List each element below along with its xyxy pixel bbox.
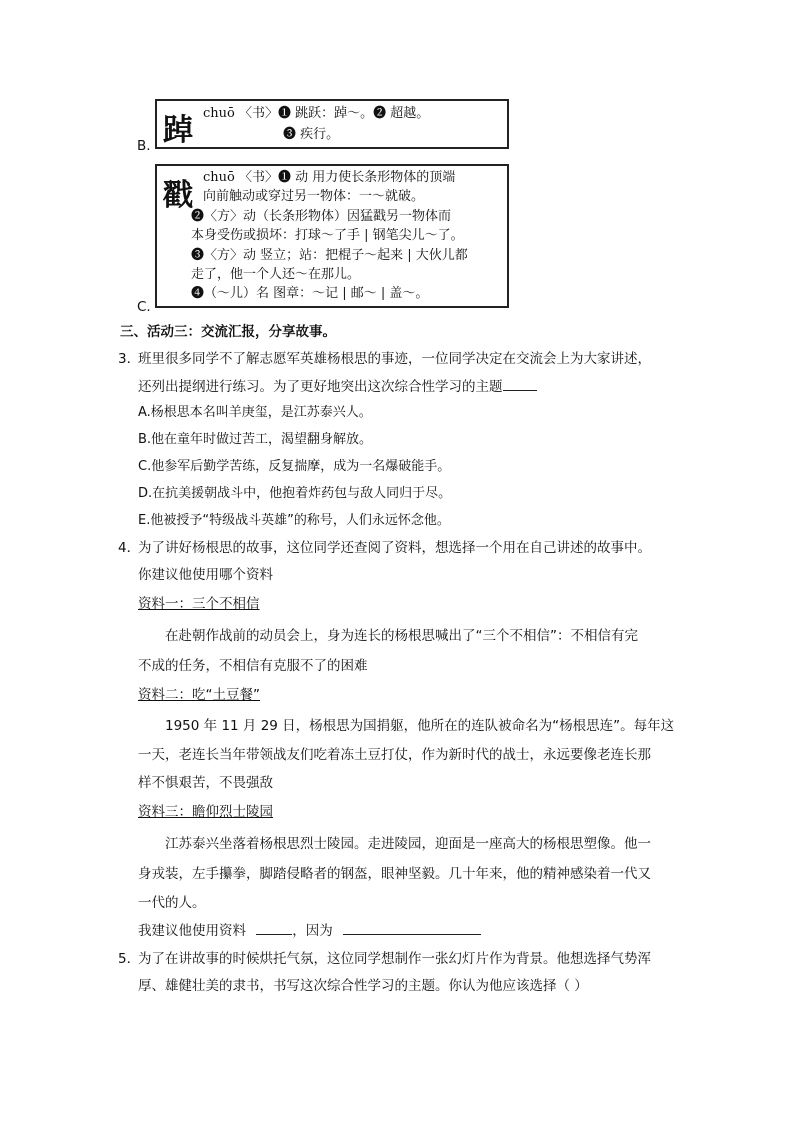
q5-number: 5． (118, 951, 141, 967)
option-c-line-4: 本身受伤或损坏：打球～了手 | 钢笔尖儿～了。 (191, 228, 464, 243)
q5-text-line-1: 为了在讲故事的时候烘托气氛，这位同学想制作一张幻灯片作为背景。他想选择气势浑 (138, 951, 651, 967)
option-c-head-char: 戳 (163, 178, 193, 213)
q3-option-c: C.他参军后勤学苦练，反复揣摩，成为一名爆破能手。 (138, 459, 451, 474)
q3-option-e: E.他被授予“特级战斗英雄”的称号，人们永远怀念他。 (138, 513, 450, 528)
q3-option-d: D.在抗美援朝战斗中，他抱着炸药包与敌人同归于尽。 (138, 486, 452, 501)
q3-answer-blank[interactable] (503, 376, 537, 391)
material-3-title: 资料三：瞻仰烈士陵园 (138, 804, 273, 820)
option-c-line-3: ❷〈方〉动（长条形物体）因猛戳另一物体而 (191, 209, 452, 224)
q4-answer-line (138, 920, 481, 941)
material-2-line-3: 样不惧艰苦，不畏强敌 (138, 775, 273, 791)
option-b-label: B. (137, 138, 151, 154)
q4-answer-prefix: 我建议他使用资料 (138, 923, 246, 939)
material-1-line-1: 在赴朝作战前的动员会上，身为连长的杨根思喊出了“三个不相信”：不相信有完 (165, 628, 638, 644)
q3-number: 3． (118, 351, 141, 367)
q4-text-line-1: 为了讲好杨根思的故事，这位同学还查阅了资料，想选择一个用在自己讲述的故事中。 (138, 540, 651, 556)
option-c-line-5: ❸〈方〉动 竖立；站：把棍子～起来 | 大伙儿都 (191, 248, 468, 263)
option-b-line-1: chuō 〈书〉❶ 跳跃：踔～。❷ 超越。 (203, 106, 430, 121)
option-c-dictionary-box (155, 164, 509, 308)
q4-reason-blank[interactable] (343, 920, 481, 935)
q4-answer-mid: ，因为 (292, 923, 333, 939)
option-b-line-2: ❸ 疾行。 (283, 127, 340, 142)
option-c-line-1: chuō 〈书〉❶ 动 用力使长条形物体的顶端 (203, 170, 456, 185)
q5-text-line-2: 厚、雄健壮美的隶书，书写这次综合性学习的主题。你认为他应该选择（ ） (138, 978, 588, 994)
material-2-line-2: 一天，老连长当年带领战友们吃着冻土豆打仗，作为新时代的战士，永远要像老连长那 (138, 747, 651, 763)
option-c-line-2: 向前触动或穿过另一物体：一～就破。 (203, 189, 425, 204)
q3-text-line-2-content: 还列出提纲进行练习。为了更好地突出这次综合性学习的主题 (138, 379, 503, 395)
option-c-label: C. (137, 299, 151, 315)
q3-text-line-2 (138, 376, 537, 397)
material-2-title: 资料二：吃“土豆餐” (138, 687, 260, 703)
q4-number: 4． (118, 540, 141, 556)
material-2-line-1: 1950 年 11 月 29 日，杨根思为国捐躯，他所在的连队被命名为“杨根思连”。每年这 (165, 718, 675, 734)
section-3-title: 三、活动三：交流汇报，分享故事。 (120, 324, 336, 340)
option-b-dictionary-box (155, 99, 509, 149)
q3-option-b: B.他在童年时做过苦工，渴望翻身解放。 (138, 432, 373, 447)
option-b-head-char: 踔 (163, 113, 193, 148)
q4-material-blank[interactable] (256, 920, 292, 935)
material-1-title: 资料一：三个不相信 (138, 596, 260, 612)
material-3-line-3: 一代的人。 (138, 895, 206, 911)
option-c-line-7: ❹（～儿）名 图章：～记 | 邮～ | 盖～。 (191, 286, 429, 301)
q3-text-line-1: 班里很多同学不了解志愿军英雄杨根思的事迹，一位同学决定在交流会上为大家讲述， (138, 351, 651, 367)
option-c-line-6: 走了，他一个人还～在那儿。 (191, 267, 361, 282)
material-3-line-2: 身戎装，左手攥拳，脚踏侵略者的钢盔，眼神坚毅。几十年来，他的精神感染着一代又 (138, 866, 651, 882)
material-3-line-1: 江苏泰兴坐落着杨根思烈士陵园。走进陵园，迎面是一座高大的杨根思塑像。他一 (165, 836, 651, 852)
q4-text-line-2: 你建议他使用哪个资料 (138, 567, 273, 583)
q3-option-a: A.杨根思本名叫羊庚玺，是江苏泰兴人。 (138, 405, 372, 420)
material-1-line-2: 不成的任务，不相信有克服不了的困难 (138, 658, 368, 674)
